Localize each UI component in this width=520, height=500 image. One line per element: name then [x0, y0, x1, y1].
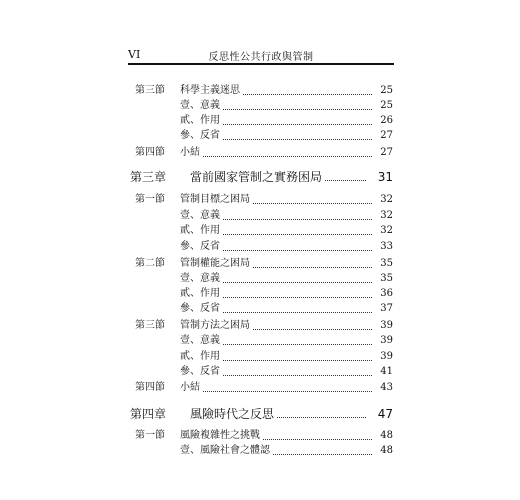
toc-section-label: 第三節 — [135, 85, 165, 96]
toc-page-number: 47 — [377, 407, 393, 421]
toc-page-number: 35 — [380, 258, 393, 269]
toc-entry-title: 管制目標之困局 — [180, 194, 250, 205]
toc-dot-leader — [223, 139, 372, 140]
toc-page-number: 31 — [377, 170, 393, 184]
toc-section-row — [0, 429, 520, 443]
toc-page-number: 33 — [380, 241, 393, 252]
toc-section-row — [0, 146, 520, 160]
toc-page-number: 32 — [380, 194, 393, 205]
toc-section-row — [0, 193, 520, 207]
toc-section-row — [0, 319, 520, 333]
toc-entry-title: 小結 — [180, 147, 200, 158]
toc-dot-leader — [223, 312, 372, 313]
toc-entry-title: 壹、意義 — [180, 210, 220, 221]
toc-page-number: 36 — [380, 288, 393, 299]
toc-subsection-row — [0, 365, 520, 379]
toc-page-number: 25 — [380, 100, 393, 111]
toc-page-number: 27 — [380, 130, 393, 141]
toc-subsection-row — [0, 350, 520, 364]
toc-page-number: 39 — [380, 351, 393, 362]
toc-dot-leader — [223, 375, 372, 376]
toc-dot-leader — [223, 109, 372, 110]
toc-entry-title: 風險時代之反思 — [190, 407, 275, 421]
toc-dot-leader — [325, 180, 366, 181]
book-title: 反思性公共行政與管制 — [208, 52, 314, 63]
toc-dot-leader — [223, 124, 372, 125]
toc-subsection-row — [0, 224, 520, 238]
toc-dot-leader — [223, 297, 372, 298]
toc-page-number: 48 — [380, 430, 393, 441]
toc-dot-leader — [223, 219, 372, 220]
toc-entry-title: 管制方法之困局 — [180, 320, 250, 331]
toc-subsection-row — [0, 287, 520, 301]
toc-chapter-row — [0, 405, 520, 423]
toc-page-number: 32 — [380, 225, 393, 236]
toc-dot-leader — [203, 156, 372, 157]
toc-chapter-label: 第三章 — [130, 170, 167, 184]
toc-dot-leader — [243, 94, 372, 95]
toc-entry-title: 小結 — [180, 382, 200, 393]
toc-page-number: 43 — [380, 382, 393, 393]
toc-section-label: 第一節 — [135, 430, 165, 441]
toc-dot-leader — [223, 250, 372, 251]
toc-entry-title: 壹、意義 — [180, 335, 220, 346]
toc-page-number: 32 — [380, 210, 393, 221]
toc-page-number: 48 — [380, 445, 393, 456]
toc-chapter-row — [0, 168, 520, 186]
running-header — [128, 48, 394, 64]
toc-entry-title: 科學主義迷思 — [180, 85, 240, 96]
toc-entry-title: 壹、意義 — [180, 273, 220, 284]
toc-section-label: 第二節 — [135, 258, 165, 269]
toc-dot-leader — [223, 282, 372, 283]
toc-entry-title: 貳、作用 — [180, 288, 220, 299]
toc-section-label: 第四節 — [135, 382, 165, 393]
toc-section-row — [0, 257, 520, 271]
toc-page-number: 35 — [380, 273, 393, 284]
toc-dot-leader — [223, 234, 372, 235]
toc-dot-leader — [203, 391, 372, 392]
toc-page-number: 39 — [380, 320, 393, 331]
toc-section-row — [0, 381, 520, 395]
toc-subsection-row — [0, 114, 520, 128]
toc-section-label: 第一節 — [135, 194, 165, 205]
toc-entry-title: 壹、風險社會之體認 — [180, 445, 270, 456]
toc-entry-title: 貳、作用 — [180, 351, 220, 362]
toc-subsection-row — [0, 209, 520, 223]
toc-dot-leader — [223, 344, 372, 345]
header-rule — [128, 63, 394, 65]
toc-section-label: 第三節 — [135, 320, 165, 331]
toc-entry-title: 參、反省 — [180, 366, 220, 377]
toc-subsection-row — [0, 334, 520, 348]
toc-entry-title: 參、反省 — [180, 241, 220, 252]
toc-subsection-row — [0, 240, 520, 254]
toc-subsection-row — [0, 99, 520, 113]
toc-chapter-label: 第四章 — [130, 407, 167, 421]
toc-page-number: 39 — [380, 335, 393, 346]
toc-entry-title: 貳、作用 — [180, 225, 220, 236]
toc-dot-leader — [253, 329, 372, 330]
toc-page-number: 27 — [380, 147, 393, 158]
toc-entry-title: 參、反省 — [180, 130, 220, 141]
toc-page-number: 41 — [380, 366, 393, 377]
toc-subsection-row — [0, 444, 520, 458]
toc-subsection-row — [0, 272, 520, 286]
toc-entry-title: 貳、作用 — [180, 115, 220, 126]
toc-entry-title: 當前國家管制之實務困局 — [190, 170, 323, 184]
toc-entry-title: 管制權能之困局 — [180, 258, 250, 269]
toc-dot-leader — [263, 439, 372, 440]
toc-dot-leader — [253, 203, 372, 204]
page-number: VI — [128, 48, 141, 61]
toc-subsection-row — [0, 302, 520, 316]
toc-page-number: 25 — [380, 85, 393, 96]
toc-dot-leader — [277, 417, 366, 418]
toc-entry-title: 參、反省 — [180, 303, 220, 314]
toc-dot-leader — [223, 360, 372, 361]
toc-dot-leader — [253, 267, 372, 268]
toc-section-row — [0, 84, 520, 98]
toc-page-number: 26 — [380, 115, 393, 126]
toc-page-number: 37 — [380, 303, 393, 314]
toc-dot-leader — [273, 454, 372, 455]
toc-subsection-row — [0, 129, 520, 143]
toc-section-label: 第四節 — [135, 147, 165, 158]
toc-entry-title: 風險複雜性之挑戰 — [180, 430, 260, 441]
toc-entry-title: 壹、意義 — [180, 100, 220, 111]
